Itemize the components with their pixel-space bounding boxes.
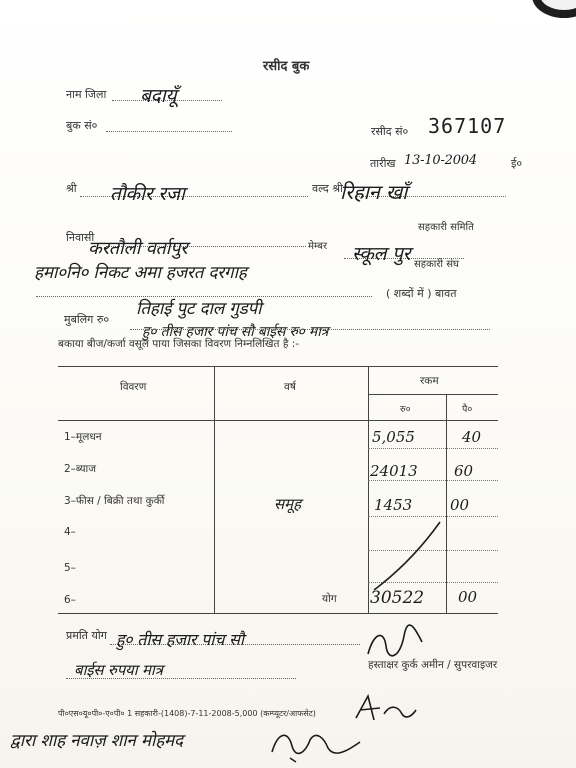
row-6-label: 6– <box>64 594 76 606</box>
book-no-dotted-line <box>106 131 232 132</box>
row-4-label: 4– <box>64 526 76 538</box>
amount-words-line2: हु० तीस हजार पांच सौ बाईस रु० मात्र <box>142 324 329 340</box>
total-label: योग <box>322 593 337 605</box>
due-label: बकाया बीज/कर्जा वसूल पाया जिसका विवरण निम्नलिखित है :- <box>58 338 300 350</box>
col-amount-header: रकम <box>420 375 439 387</box>
society-value: स्कूल पुर <box>352 243 411 265</box>
row-1-paise: 40 <box>462 428 482 446</box>
shri-label: श्री <box>66 182 77 195</box>
col-rupees-header: रु० <box>400 404 411 415</box>
row-5-label: 5– <box>64 562 76 574</box>
document-title: रसीद बुक <box>263 59 310 74</box>
total-words-label: प्रमति योग <box>66 629 107 642</box>
table-header-rule <box>58 420 498 421</box>
bottom-signature <box>266 722 366 766</box>
date-suffix: ई० <box>511 157 523 170</box>
row-2-paise: 60 <box>454 462 474 480</box>
row-3-paise: 00 <box>450 496 470 514</box>
receipt-no-value: 367107 <box>428 114 507 138</box>
table-col-divider-1 <box>214 366 215 613</box>
total-rupees: 30522 <box>370 588 425 608</box>
amount-label: मुबलिग रु० <box>64 313 110 326</box>
purpose-value: हमा०नि० निकट अमा हजरत दरगाह <box>34 263 247 283</box>
receipt-table <box>58 366 498 613</box>
society-suffix: सहकारी संघ <box>414 259 459 270</box>
district-value: बदायूँ <box>140 85 177 107</box>
table-top-rule <box>58 366 498 367</box>
row-3-label: 3–फीस / बिक्री तथा कुर्की <box>64 495 165 507</box>
table-bottom-rule <box>58 613 498 614</box>
cooperative-label: सहकारी समिति <box>418 222 474 233</box>
row-2-rupees: 24013 <box>370 462 418 480</box>
amount-words-line1: तिहाई पुट दाल गुडपी <box>136 299 262 319</box>
member-label: मेम्बर <box>308 241 328 252</box>
bottom-note: द्वारा शाह नवाज़ शान मोहमद <box>10 731 183 751</box>
row-3-rupees: 1453 <box>374 496 413 514</box>
row-2-rule <box>368 480 498 481</box>
resident-value: करतौली वर्तापुर <box>88 238 188 259</box>
amount-dotted-line <box>130 329 490 330</box>
col-detail-header: विवरण <box>120 381 147 393</box>
father-label: वल्द श्री <box>312 182 343 195</box>
row-1-label: 1–मूलधन <box>64 431 102 443</box>
book-no-label: बुक सं० <box>66 119 98 132</box>
receipt-no-label: रसीद सं० <box>371 125 409 138</box>
total-words-line1: हु० तीस हजार पांच सौ <box>116 630 244 649</box>
table-subheader-rule <box>368 394 498 395</box>
row-2-label: 2–ब्याज <box>64 463 97 475</box>
row-1-rupees: 5,055 <box>372 428 415 446</box>
father-value: रिहान खाँ <box>340 180 408 204</box>
total-words-line2: बाईस रुपया मात्र <box>74 661 163 679</box>
resident-label: निवासी <box>66 231 95 244</box>
cancel-slash-mark <box>368 516 448 596</box>
name-value: तौकीर रजा <box>110 183 185 205</box>
printer-line: पी०एस०यू०पी०-ए०पी० 1 सहकारी-(1408)-7-11-2008-5,000 (कम्प्यूटर/आफसेट) <box>58 709 316 718</box>
total-paise: 00 <box>458 588 478 606</box>
signature-label: हस्ताक्षर कुर्क अमीन / सुपरवाइजर <box>368 659 498 671</box>
row-1-rule <box>368 448 498 449</box>
date-label: तारीख <box>370 157 396 170</box>
district-label: नाम जिला <box>66 88 107 101</box>
total-words-dotted-line-2 <box>66 678 296 679</box>
words-label: ( शब्दों में ) बावत <box>386 287 457 300</box>
col-paise-header: पै० <box>462 404 473 415</box>
date-value: 13-10-2004 <box>404 153 477 168</box>
col-year-header: वर्ष <box>284 381 296 393</box>
row-3-year: समूह <box>274 495 302 513</box>
